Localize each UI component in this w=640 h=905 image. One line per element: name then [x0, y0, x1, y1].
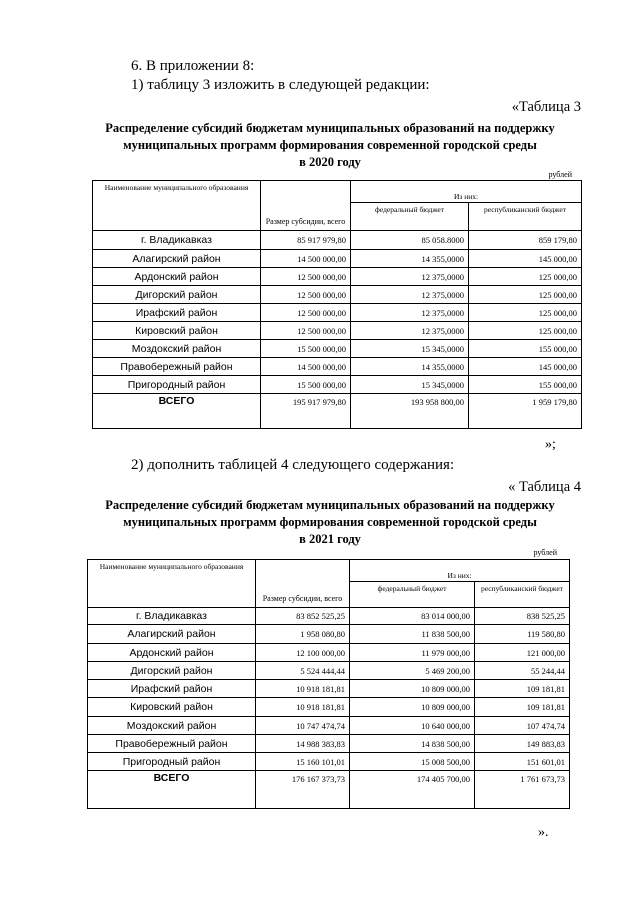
republic-budget-cell: 119 580,80 [475, 625, 570, 644]
total-federal-cell: 193 958 800,00 [351, 394, 469, 429]
subsidy-total-cell: 15 500 000,00 [261, 376, 351, 394]
republic-budget-cell: 125 000,00 [469, 322, 582, 340]
municipality-cell: Пригородный район [93, 376, 261, 394]
table-row [93, 250, 582, 268]
republic-budget-cell: 155 000,00 [469, 376, 582, 394]
total-republic-cell: 1 761 673,73 [475, 771, 570, 809]
federal-budget-cell: 15 345,0000 [351, 340, 469, 358]
federal-budget-cell: 12 375,0000 [351, 322, 469, 340]
table4-title-line-1: Распределение субсидий бюджетам муниципальных образований на поддержку [105, 498, 555, 512]
subsidy-total-cell: 1 958 080,80 [256, 625, 350, 644]
subsidy-total-cell: 12 500 000,00 [261, 304, 351, 322]
federal-budget-cell: 5 469 200,00 [350, 662, 475, 680]
subsidy-total-cell: 12 500 000,00 [261, 286, 351, 304]
table4-title-line-3: в 2021 году [299, 532, 361, 546]
federal-budget-cell: 11 838 500,00 [350, 625, 475, 644]
federal-budget-cell: 15 345,0000 [351, 376, 469, 394]
table4-header-of-which: Из них: [350, 560, 570, 582]
table3-header-republic: республиканский бюджет [469, 203, 582, 231]
municipality-cell: Ардонский район [88, 644, 256, 662]
table-row [93, 286, 582, 304]
table3 [92, 180, 582, 429]
table4-header-size: Размер субсидии, всего [256, 560, 350, 608]
federal-budget-cell: 10 809 000,00 [350, 680, 475, 698]
total-republic-cell: 1 959 179,80 [469, 394, 582, 429]
republic-budget-cell: 121 000,00 [475, 644, 570, 662]
municipality-cell: Моздокский район [88, 717, 256, 735]
table4-title-line-2: муниципальных программ формирования современной городской среды [123, 515, 537, 529]
table4-name: « Таблица 4 [508, 479, 581, 495]
addition-line: 2) дополнить таблицей 4 следующего содержания: [131, 457, 455, 473]
total-subsidy-cell: 195 917 979,80 [261, 394, 351, 429]
republic-budget-cell: 155 000,00 [469, 340, 582, 358]
table4-header-row-1 [88, 560, 570, 582]
table3-header-federal: федеральный бюджет [351, 203, 469, 231]
total-subsidy-cell: 176 167 373,73 [256, 771, 350, 809]
subsidy-total-cell: 10 918 181,81 [256, 680, 350, 698]
republic-budget-cell: 145 000,00 [469, 250, 582, 268]
municipality-cell: Правобережный район [88, 735, 256, 753]
subsidy-total-cell: 5 524 444,44 [256, 662, 350, 680]
subsidy-total-cell: 14 988 383,83 [256, 735, 350, 753]
table-total-row [88, 771, 570, 809]
republic-budget-cell: 838 525,25 [475, 608, 570, 625]
municipality-cell: Кировский район [88, 698, 256, 717]
table3-header-name: Наименование муниципального образования [93, 181, 261, 231]
table3-name: «Таблица 3 [511, 99, 581, 115]
table-total-row [93, 394, 582, 429]
federal-budget-cell: 10 640 000,00 [350, 717, 475, 735]
table-row [88, 662, 570, 680]
federal-budget-cell: 14 838 500,00 [350, 735, 475, 753]
subsidy-total-cell: 85 917 979,80 [261, 231, 351, 250]
republic-budget-cell: 109 181,81 [475, 680, 570, 698]
table-row [88, 644, 570, 662]
subsidy-total-cell: 12 100 000,00 [256, 644, 350, 662]
federal-budget-cell: 12 375,0000 [351, 268, 469, 286]
federal-budget-cell: 85 058.8000 [351, 231, 469, 250]
republic-budget-cell: 151 601,01 [475, 753, 570, 771]
table-row [88, 717, 570, 735]
table3-header-of-which: Из них: [351, 181, 582, 203]
subsidy-total-cell: 12 500 000,00 [261, 268, 351, 286]
federal-budget-cell: 12 375,0000 [351, 304, 469, 322]
federal-budget-cell: 10 809 000,00 [350, 698, 475, 717]
republic-budget-cell: 125 000,00 [469, 286, 582, 304]
subsidy-total-cell: 10 747 474,74 [256, 717, 350, 735]
table4 [87, 559, 570, 809]
table4-unit: рублей [533, 548, 557, 557]
table4-header-republic: республиканский бюджет [475, 582, 570, 608]
federal-budget-cell: 11 979 000,00 [350, 644, 475, 662]
table-row [88, 608, 570, 625]
subsidy-total-cell: 15 160 101,01 [256, 753, 350, 771]
table-row [93, 268, 582, 286]
federal-budget-cell: 12 375,0000 [351, 286, 469, 304]
table-row [88, 625, 570, 644]
subsidy-total-cell: 10 918 181,81 [256, 698, 350, 717]
table3-header-row-1 [93, 181, 582, 203]
subsidy-total-cell: 14 500 000,00 [261, 250, 351, 268]
municipality-cell: г. Владикавказ [88, 608, 256, 625]
municipality-cell: Пригородный район [88, 753, 256, 771]
republic-budget-cell: 55 244,44 [475, 662, 570, 680]
table4-header-name: Наименование муниципального образования [88, 560, 256, 608]
table3-unit: рублей [548, 170, 572, 179]
table-row [88, 698, 570, 717]
table-row [93, 231, 582, 250]
table3-title-line-3: в 2020 году [299, 155, 361, 169]
municipality-cell: Алагирский район [93, 250, 261, 268]
republic-budget-cell: 125 000,00 [469, 268, 582, 286]
municipality-cell: Алагирский район [88, 625, 256, 644]
municipality-cell: Ардонский район [93, 268, 261, 286]
table-row [88, 680, 570, 698]
republic-budget-cell: 149 883,83 [475, 735, 570, 753]
table3-closing: »; [545, 437, 556, 452]
subsidy-total-cell: 83 852 525,25 [256, 608, 350, 625]
total-label-cell: ВСЕГО [93, 394, 261, 429]
table4-closing: ». [538, 825, 549, 840]
republic-budget-cell: 859 179,80 [469, 231, 582, 250]
table-row [93, 340, 582, 358]
municipality-cell: Дигорский район [88, 662, 256, 680]
total-federal-cell: 174 405 700,00 [350, 771, 475, 809]
intro-line-2: 1) таблицу 3 изложить в следующей редакции: [131, 77, 430, 93]
municipality-cell: г. Владикавказ [93, 231, 261, 250]
municipality-cell: Правобережный район [93, 358, 261, 376]
municipality-cell: Моздокский район [93, 340, 261, 358]
table-row [93, 358, 582, 376]
municipality-cell: Дигорский район [93, 286, 261, 304]
federal-budget-cell: 14 355,0000 [351, 358, 469, 376]
municipality-cell: Ирафский район [93, 304, 261, 322]
table3-title [60, 120, 600, 171]
subsidy-total-cell: 15 500 000,00 [261, 340, 351, 358]
table3-title-line-1: Распределение субсидий бюджетам муниципальных образований на поддержку [105, 121, 555, 135]
federal-budget-cell: 83 014 000,00 [350, 608, 475, 625]
table4-title [60, 497, 600, 548]
municipality-cell: Кировский район [93, 322, 261, 340]
table-row [88, 735, 570, 753]
table-row [93, 304, 582, 322]
federal-budget-cell: 14 355,0000 [351, 250, 469, 268]
republic-budget-cell: 107 474,74 [475, 717, 570, 735]
federal-budget-cell: 15 008 500,00 [350, 753, 475, 771]
municipality-cell: Ирафский район [88, 680, 256, 698]
table3-header-size: Размер субсидии, всего [261, 181, 351, 231]
republic-budget-cell: 145 000,00 [469, 358, 582, 376]
table-row [93, 322, 582, 340]
subsidy-total-cell: 12 500 000,00 [261, 322, 351, 340]
table4-header-federal: федеральный бюджет [350, 582, 475, 608]
subsidy-total-cell: 14 500 000,00 [261, 358, 351, 376]
total-label-cell: ВСЕГО [88, 771, 256, 809]
intro-line-1: 6. В приложении 8: [131, 58, 255, 74]
table3-title-line-2: муниципальных программ формирования современной городской среды [123, 138, 537, 152]
table-row [93, 376, 582, 394]
republic-budget-cell: 125 000,00 [469, 304, 582, 322]
table-row [88, 753, 570, 771]
republic-budget-cell: 109 181,81 [475, 698, 570, 717]
